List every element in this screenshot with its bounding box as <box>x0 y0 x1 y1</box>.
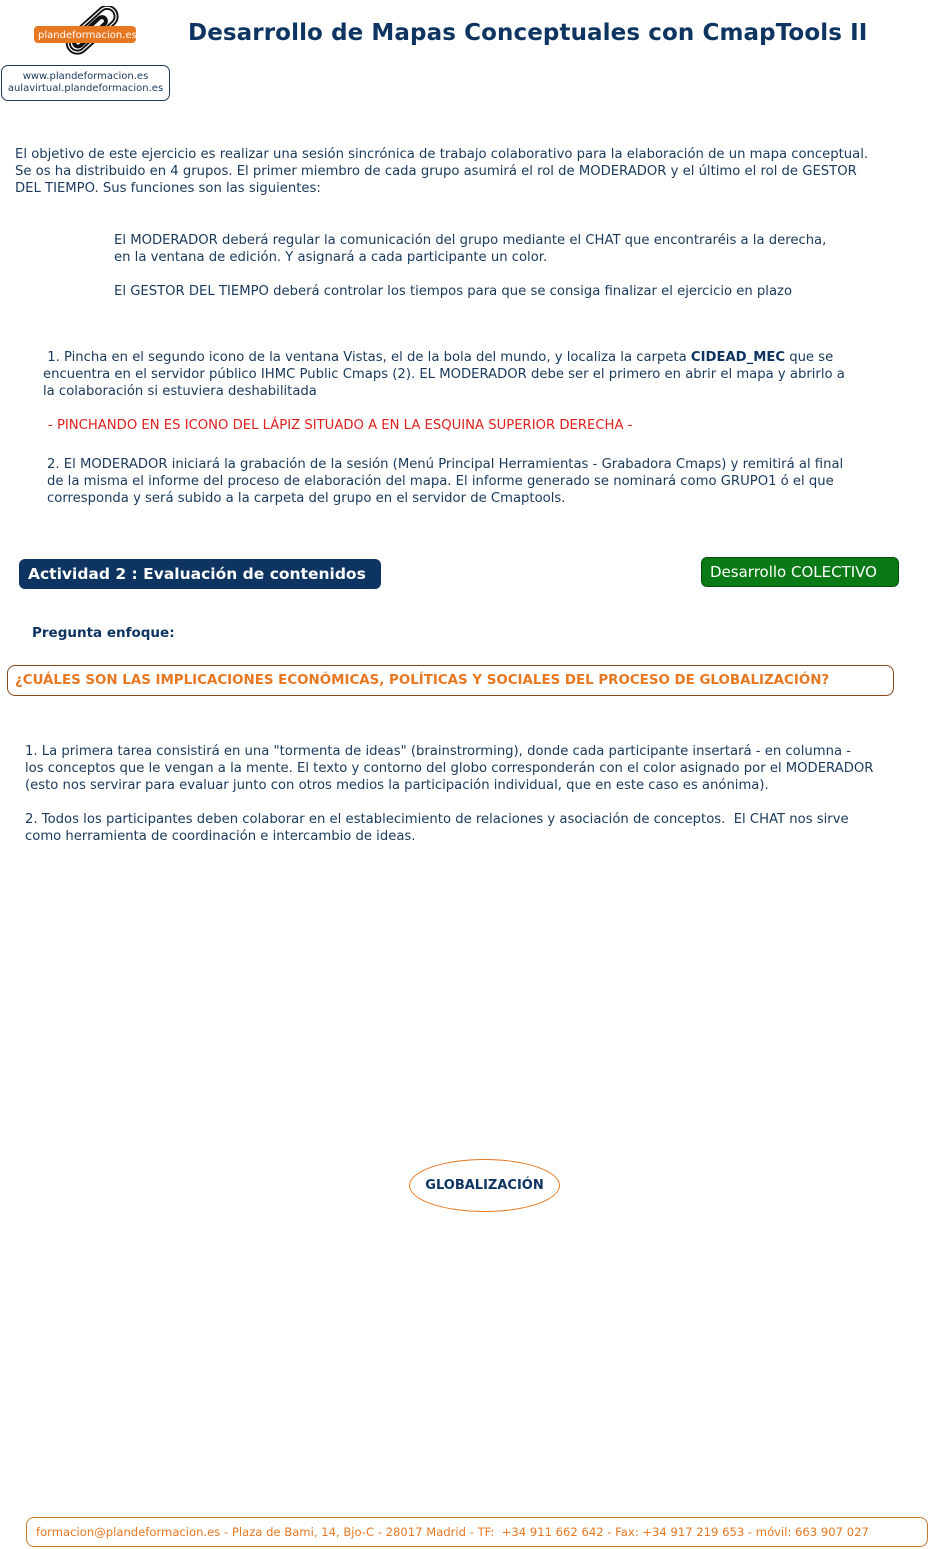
gestor-role: El GESTOR DEL TIEMPO deberá controlar los tiempos para que se consiga finalizar el ejercicio en plazo <box>114 284 793 299</box>
folder-keyword: CIDEAD_MEC <box>690 350 786 365</box>
focus-question: ¿CUÁLES SON LAS IMPLICACIONES ECONÓMICAS, POLÍTICAS Y SOCIALES DEL PROCESO DE GLOBALIZACIÓN? <box>7 665 894 696</box>
step-2-line: corresponda y será subido a la carpeta del grupo en el servidor de Cmaptools. <box>47 491 566 506</box>
step-1-line: la colaboración si estuviera deshabilitada <box>43 384 317 399</box>
task-1 <box>25 743 873 794</box>
moderador-line: El MODERADOR deberá regular la comunicación del grupo mediante el CHAT que encontraréis a la derecha, <box>114 233 827 248</box>
step-1-line: 1. Pincha en el segundo icono de la ventana Vistas, el de la bola del mundo, y localiza la carpeta CIDEAD_MEC que se <box>43 350 834 365</box>
step-1 <box>43 349 845 400</box>
svg-text:plandeformacion.es: plandeformacion.es <box>38 30 137 41</box>
moderador-role <box>114 232 826 266</box>
focus-question-label: Pregunta enfoque: <box>32 625 175 641</box>
task-1-line: 1. La primera tarea consistirá en una "tormenta de ideas" (brainstrorming), donde cada participante insertará - en columna - <box>25 744 851 759</box>
step-2-line: 2. El MODERADOR iniciará la grabación de la sesión (Menú Principal Herramientas - Grabadora Cmaps) y remitirá al final <box>47 457 844 472</box>
activity-title: Actividad 2 : Evaluación de contenidos <box>19 559 381 589</box>
task-2-line: 2. Todos los participantes deben colaborar en el establecimiento de relaciones y asociación de conceptos. El CHAT nos sirve <box>25 812 849 827</box>
intro-paragraph <box>15 146 868 197</box>
concept-node-globalizacion[interactable]: GLOBALIZACIÓN <box>409 1159 560 1212</box>
site-url-aulavirtual[interactable]: aulavirtual.plandeformacion.es <box>7 83 164 94</box>
task-2-line: como herramienta de coordinación e intercambio de ideas. <box>25 829 416 844</box>
task-1-line: (esto nos servirar para evaluar junto con otros medios la participación individual, que en este caso es anónima). <box>25 778 769 793</box>
site-urls <box>1 65 170 101</box>
task-1-line: los conceptos que le vengan a la mente. El texto y contorno del globo corresponderán con el color asignado por el MODERADOR <box>25 761 874 776</box>
intro-line: Se os ha distribuido en 4 grupos. El primer miembro de cada grupo asumirá el rol de MODERADOR y el último el rol de GESTOR <box>15 164 857 179</box>
footer-contact: formacion@plandeformacion.es - Plaza de Bami, 14, Bjo-C - 28017 Madrid - TF: +34 911 662 642 - Fax: +34 917 219 653 - móvil: 663 907 027 <box>26 1517 928 1547</box>
plandeformacion-logo <box>30 6 142 62</box>
moderador-line: en la ventana de edición. Y asignará a cada participante un color. <box>114 250 548 265</box>
intro-line: El objetivo de este ejercicio es realizar una sesión sincrónica de trabajo colaborativo para la elaboración de un mapa conceptual. <box>15 147 869 162</box>
step-2 <box>47 456 843 507</box>
intro-line: DEL TIEMPO. Sus funciones son las siguientes: <box>15 181 321 196</box>
pencil-warning: - PINCHANDO EN ES ICONO DEL LÁPIZ SITUADO A EN LA ESQUINA SUPERIOR DERECHA - <box>48 418 633 433</box>
page-title: Desarrollo de Mapas Conceptuales con CmapTools II <box>188 20 868 46</box>
collective-badge: Desarrollo COLECTIVO <box>701 557 899 587</box>
task-2 <box>25 811 849 845</box>
step-1-line: encuentra en el servidor público IHMC Public Cmaps (2). EL MODERADOR debe ser el primero en abrir el mapa y abrirlo a <box>43 367 845 382</box>
site-url-www[interactable]: www.plandeformacion.es <box>22 71 149 82</box>
step-2-line: de la misma el informe del proceso de elaboración del mapa. El informe generado se nominará como GRUPO1 ó el que <box>47 474 834 489</box>
